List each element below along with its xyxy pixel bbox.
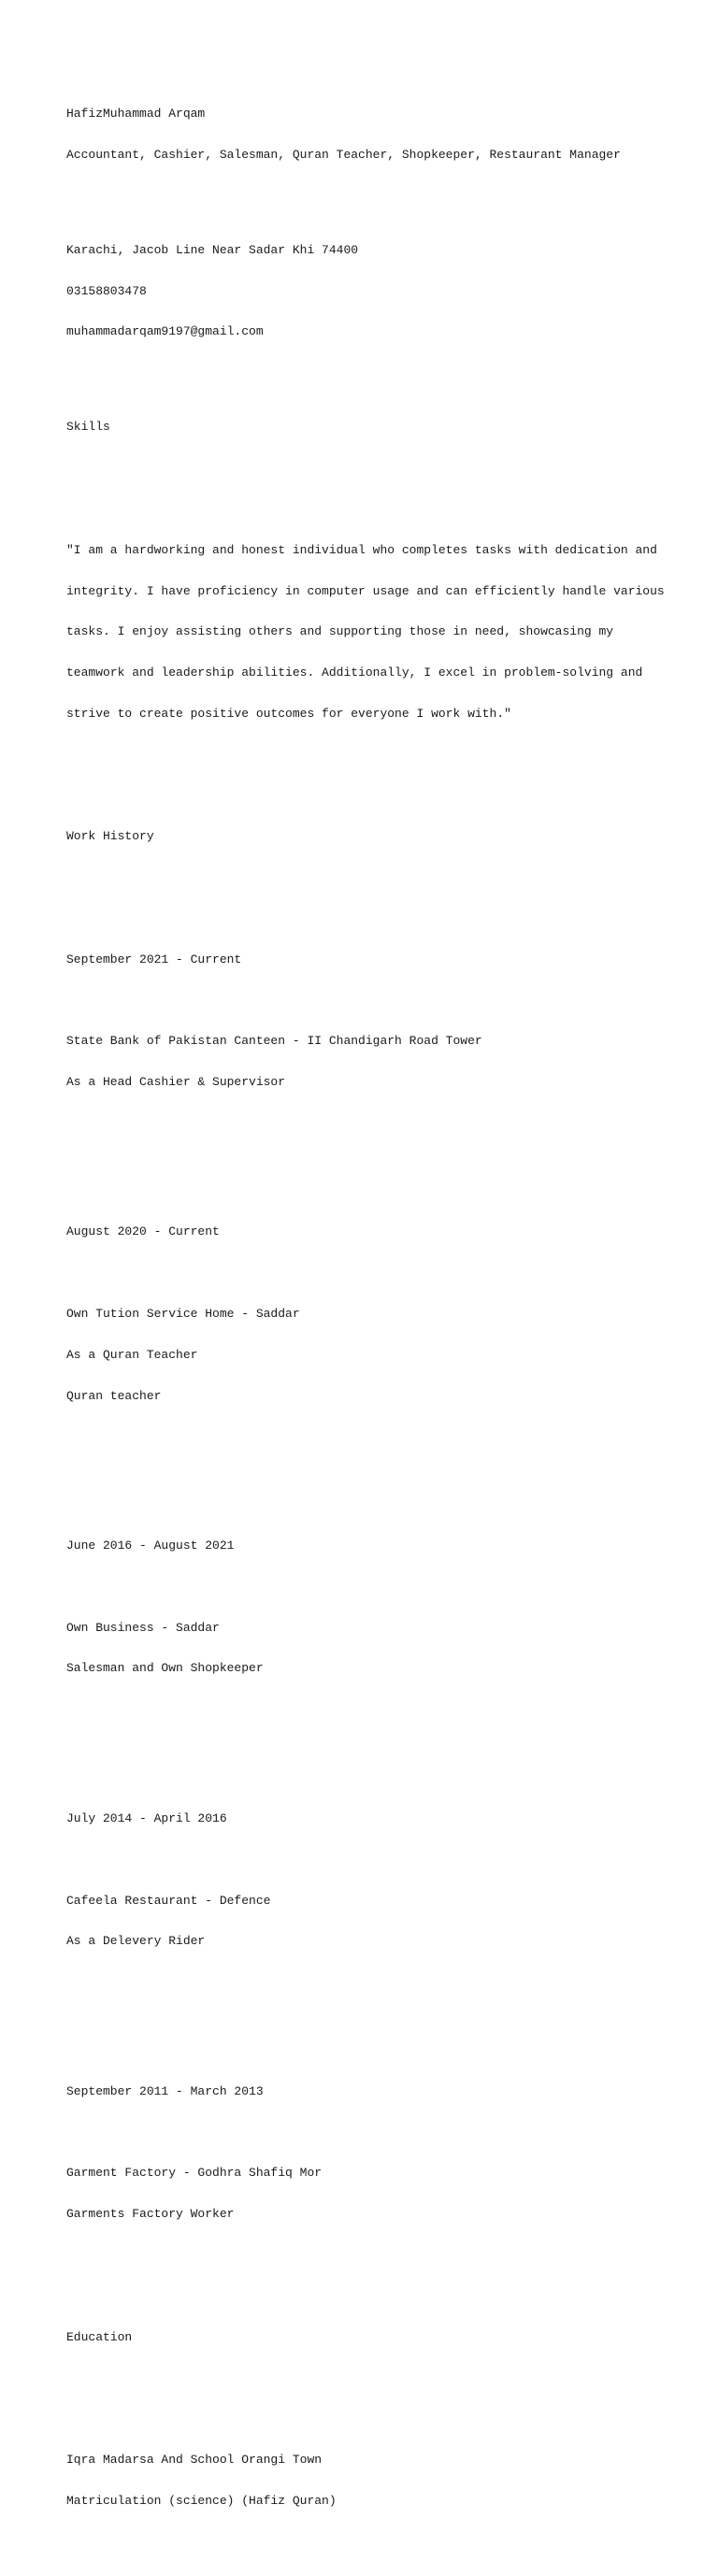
spacer bbox=[66, 462, 665, 476]
work-entry-dates: August 2020 - Current bbox=[66, 1224, 220, 1239]
spacer bbox=[66, 1730, 665, 1744]
contact-address: Karachi, Jacob Line Near Sadar Khi 74400 bbox=[66, 242, 359, 257]
work-entry bbox=[66, 1198, 665, 1430]
spacer bbox=[66, 1267, 665, 1281]
spacer bbox=[66, 2276, 665, 2290]
spacer bbox=[66, 2003, 665, 2017]
spacer bbox=[66, 366, 665, 380]
contact-email: muhammadarqam9197@gmail.com bbox=[66, 324, 264, 339]
work-entry-dates: June 2016 - August 2021 bbox=[66, 1538, 235, 1553]
contact-phone: 03158803478 bbox=[66, 283, 147, 298]
work-entry-role: Quran teacher bbox=[66, 1388, 162, 1403]
skills-line: "I am a hardworking and honest individual who completes tasks with dedication and bbox=[66, 542, 657, 557]
spacer bbox=[66, 1853, 665, 1868]
work-entry bbox=[66, 1785, 665, 1976]
spacer bbox=[66, 776, 665, 790]
work-entry-dates: September 2011 - March 2013 bbox=[66, 2083, 264, 2098]
skills-heading: Skills bbox=[66, 420, 110, 435]
education-qualification: Matriculation (science) (Hafiz Quran) bbox=[66, 2493, 337, 2508]
spacer bbox=[66, 1458, 665, 1472]
candidate-roles: Accountant, Cashier, Salesman, Quran Teacher, Shopkeeper, Restaurant Manager bbox=[66, 147, 621, 162]
work-entry-role: As a Head Cashier & Supervisor bbox=[66, 1074, 286, 1089]
spacer bbox=[66, 871, 665, 885]
spacer bbox=[66, 994, 665, 1008]
work-entry-employer: Garment Factory - Godhra Shafiq Mor bbox=[66, 2166, 323, 2181]
work-entry-dates: September 2021 - Current bbox=[66, 952, 242, 966]
resume-content bbox=[66, 66, 665, 2576]
spacer bbox=[66, 1144, 665, 1158]
spacer bbox=[66, 2126, 665, 2140]
work-entry-role: As a Quran Teacher bbox=[66, 1347, 198, 1362]
work-entry-role: Garments Factory Worker bbox=[66, 2207, 235, 2222]
skills-line: tasks. I enjoy assisting others and supporting those in need, showcasing my bbox=[66, 624, 614, 639]
skills-line: integrity. I have proficiency in computer usage and can efficiently handle various bbox=[66, 583, 665, 598]
spacer bbox=[66, 189, 665, 203]
education-entry bbox=[66, 2426, 665, 2536]
education-heading: Education bbox=[66, 2329, 133, 2344]
work-entry-employer: Cafeela Restaurant - Defence bbox=[66, 1893, 271, 1908]
work-entry bbox=[66, 925, 665, 1116]
education-school: Iqra Madarsa And School Orangi Town bbox=[66, 2452, 323, 2467]
work-history-heading: Work History bbox=[66, 829, 154, 844]
work-entry-role: Salesman and Own Shopkeeper bbox=[66, 1661, 264, 1676]
work-entry-role: As a Delevery Rider bbox=[66, 1934, 206, 1949]
work-entry-employer: State Bank of Pakistan Canteen - II Chandigarh Road Tower bbox=[66, 1034, 482, 1049]
work-entry-employer: Own Tution Service Home - Saddar bbox=[66, 1307, 300, 1322]
spacer bbox=[66, 1581, 665, 1595]
skills-summary bbox=[66, 517, 665, 749]
skills-line: strive to create positive outcomes for everyone I work with." bbox=[66, 706, 511, 721]
work-entry-employer: Own Business - Saddar bbox=[66, 1620, 220, 1635]
spacer bbox=[66, 2371, 665, 2385]
work-entry bbox=[66, 2058, 665, 2249]
skills-line: teamwork and leadership abilities. Additionally, I excel in problem-solving and bbox=[66, 665, 643, 680]
work-entry bbox=[66, 1512, 665, 1703]
work-entry-dates: July 2014 - April 2016 bbox=[66, 1811, 227, 1825]
candidate-name: HafizMuhammad Arqam bbox=[66, 106, 206, 121]
